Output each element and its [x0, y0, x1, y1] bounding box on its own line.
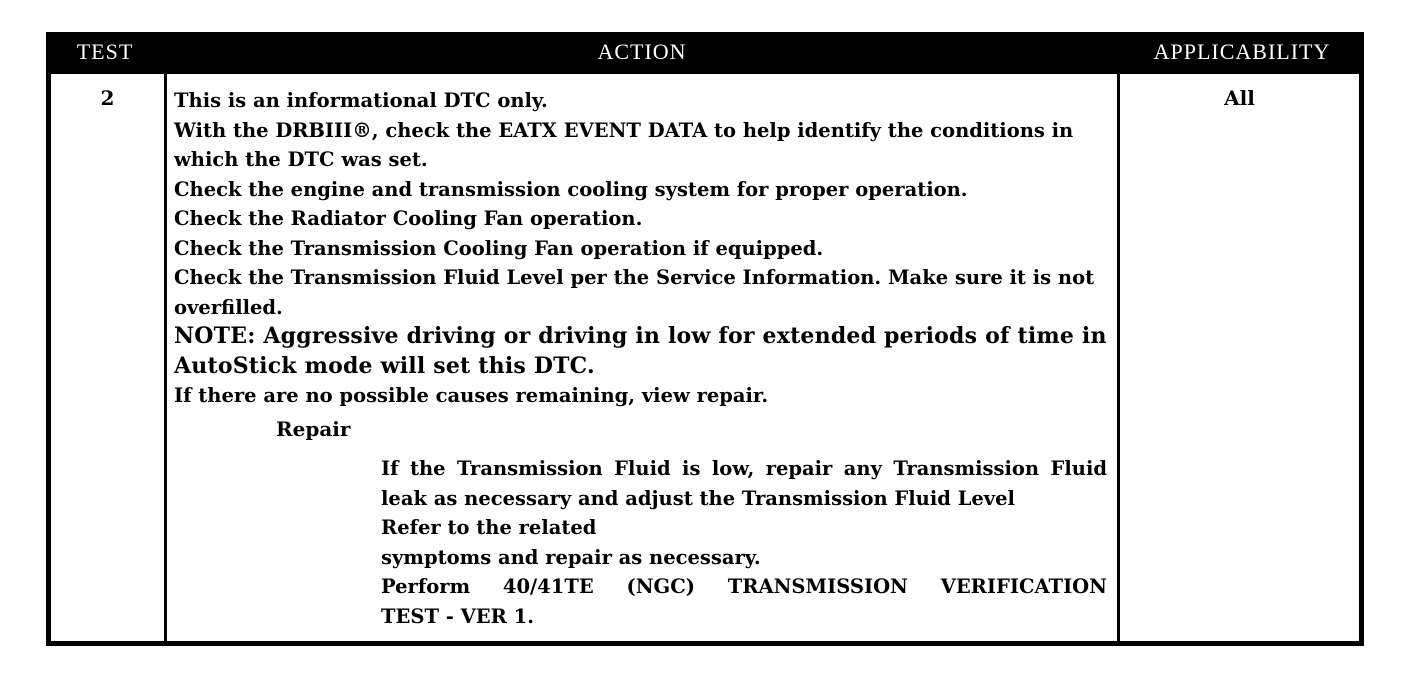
header-test: TEST: [76, 39, 134, 64]
action-line: With the DRBIII®, check the EATX EVENT DATA to help identify the conditions in: [174, 118, 1074, 142]
header-applicability: APPLICABILITY: [1153, 39, 1331, 64]
action-line: which the DTC was set.: [174, 148, 428, 171]
action-cell: [167, 74, 1117, 641]
repair-label: Repair: [276, 417, 351, 441]
repair-line: Perform 40/41TE (NGC) TRANSMISSION VERIFICATION: [381, 575, 1107, 598]
note-line: AutoStick mode will set this DTC.: [174, 352, 595, 379]
repair-line: symptoms and repair as necessary.: [381, 545, 761, 569]
test-number: 2: [100, 86, 115, 110]
repair-text: [381, 454, 1107, 631]
diagnostic-table: [46, 32, 1364, 646]
action-line: This is an informational DTC only.: [174, 89, 548, 112]
applicability-value: All: [1224, 86, 1255, 110]
action-line: Check the Radiator Cooling Fan operation.: [174, 207, 643, 230]
action-line: Check the engine and transmission cooling system for proper operation.: [174, 177, 968, 201]
repair-line: TEST - VER 1.: [381, 604, 534, 628]
action-text: [174, 86, 1109, 411]
repair-line: If the Transmission Fluid is low, repair any Transmission Fluid: [381, 457, 1107, 480]
applicability-cell: [1120, 74, 1359, 641]
header-action: ACTION: [597, 39, 687, 64]
action-line: Check the Transmission Cooling Fan operation if equipped.: [174, 236, 824, 260]
repair-line: leak as necessary and adjust the Transmission Fluid Level: [381, 486, 1015, 510]
closing-line: If there are no possible causes remaining, view repair.: [174, 384, 769, 407]
repair-line: Refer to the related: [381, 516, 597, 539]
note-line: NOTE: Aggressive driving or driving in low for extended periods of time in: [174, 323, 1107, 349]
action-line: overfilled.: [174, 295, 283, 319]
test-cell: [51, 74, 164, 641]
action-line: Check the Transmission Fluid Level per the Service Information. Make sure it is not: [174, 266, 1095, 289]
